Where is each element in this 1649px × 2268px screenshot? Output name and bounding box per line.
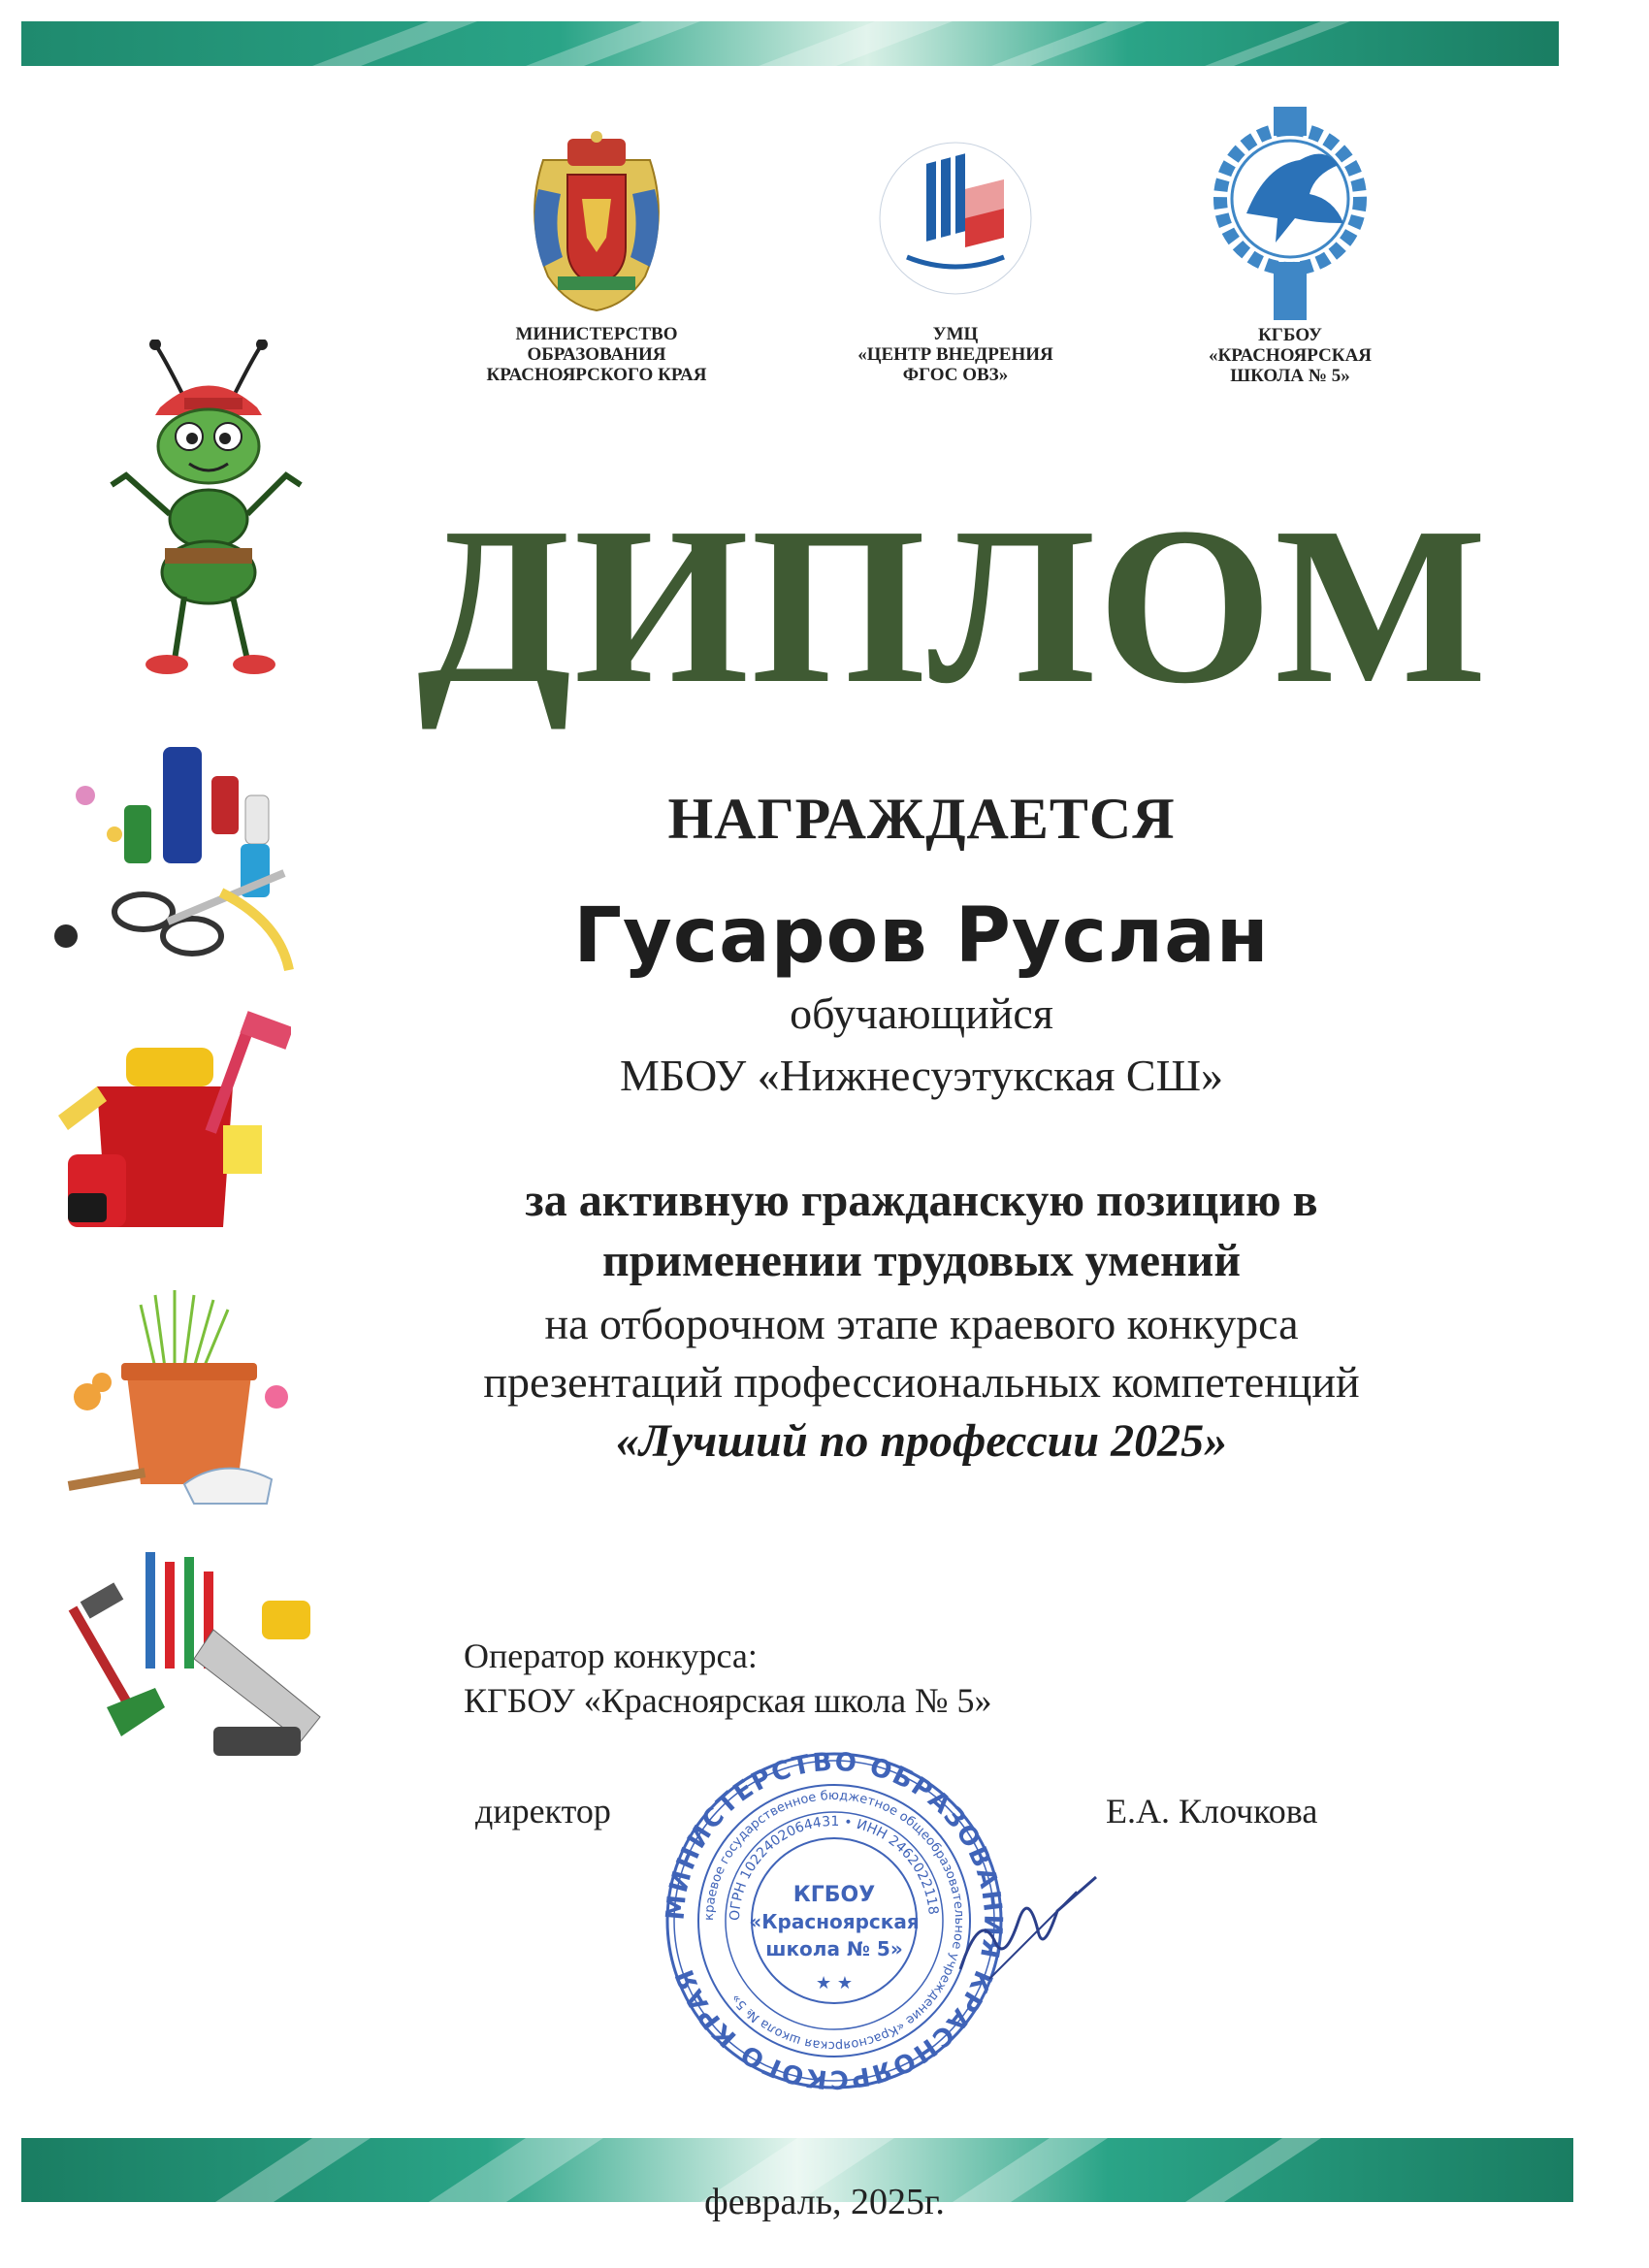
stamp-center-line-3: школа № 5» (765, 1937, 903, 1960)
school-logo-caption: КГБОУ «КРАСНОЯРСКАЯ ШКОЛА № 5» (1208, 325, 1373, 386)
tools-icon (68, 1542, 330, 1780)
ant-mascot-icon (107, 340, 310, 684)
diploma-title: ДИПЛОМ (417, 481, 1489, 730)
reason-line-4: презентаций профессиональных компетенций (483, 1357, 1360, 1407)
awarded-heading: НАГРАЖДАЕТСЯ (667, 787, 1176, 851)
ministry-logo (451, 131, 742, 385)
coat-of-arms-icon (524, 131, 669, 315)
umc-logo (810, 131, 1101, 385)
reason-line-1: за активную гражданскую позицию в (525, 1175, 1318, 1226)
director-signature (951, 1872, 1106, 1993)
dove-gear-icon (1208, 107, 1373, 330)
recipient-school: МБОУ «Нижнесуэтукская СШ» (620, 1051, 1223, 1100)
stamp-center-line-2: «Красноярская (749, 1910, 920, 1933)
school-logo (1154, 107, 1426, 386)
stamp-middle-text: краевое государственное бюджетное общеобразовательное учреждение «Красноярская школа № 5» (701, 1788, 967, 2054)
ministry-logo-caption: МИНИСТЕРСТВО ОБРАЗОВАНИЯ КРАСНОЯРСКОГО КРАЯ (486, 324, 707, 385)
stamp-center-line-1: КГБОУ (792, 1883, 876, 1907)
svg-text:★ ★: ★ ★ (816, 1973, 853, 1993)
contest-name: «Лучший по профессии 2025» (615, 1415, 1228, 1467)
recipient-name: Гусаров Руслан (573, 892, 1270, 980)
issue-date: февраль, 2025г. (704, 2182, 945, 2222)
umc-book-icon (868, 131, 1043, 306)
operator-label: Оператор конкурса: (464, 1636, 758, 1675)
umc-logo-caption: УМЦ «ЦЕНТР ВНЕДРЕНИЯ ФГОС ОВЗ» (857, 324, 1053, 385)
signature-name: Е.А. Клочкова (1106, 1792, 1318, 1831)
top-decorative-band (21, 21, 1559, 66)
recipient-role: обучающийся (790, 988, 1053, 1038)
reason-line-2: применении трудовых умений (602, 1235, 1241, 1286)
stamp-outer-text: МИНИСТЕРСТВО ОБРАЗОВАНИЯ КРАСНОЯРСКОГО КРАЯ (661, 1747, 1008, 2094)
operator-org: КГБОУ «Красноярская школа № 5» (464, 1681, 992, 1720)
stamp-inner-text: ОГРН 1022402064431 • ИНН 2462022118 (727, 1813, 941, 1922)
signature-role: директор (475, 1792, 611, 1831)
reason-line-3: на отборочном этапе краевого конкурса (544, 1299, 1299, 1348)
